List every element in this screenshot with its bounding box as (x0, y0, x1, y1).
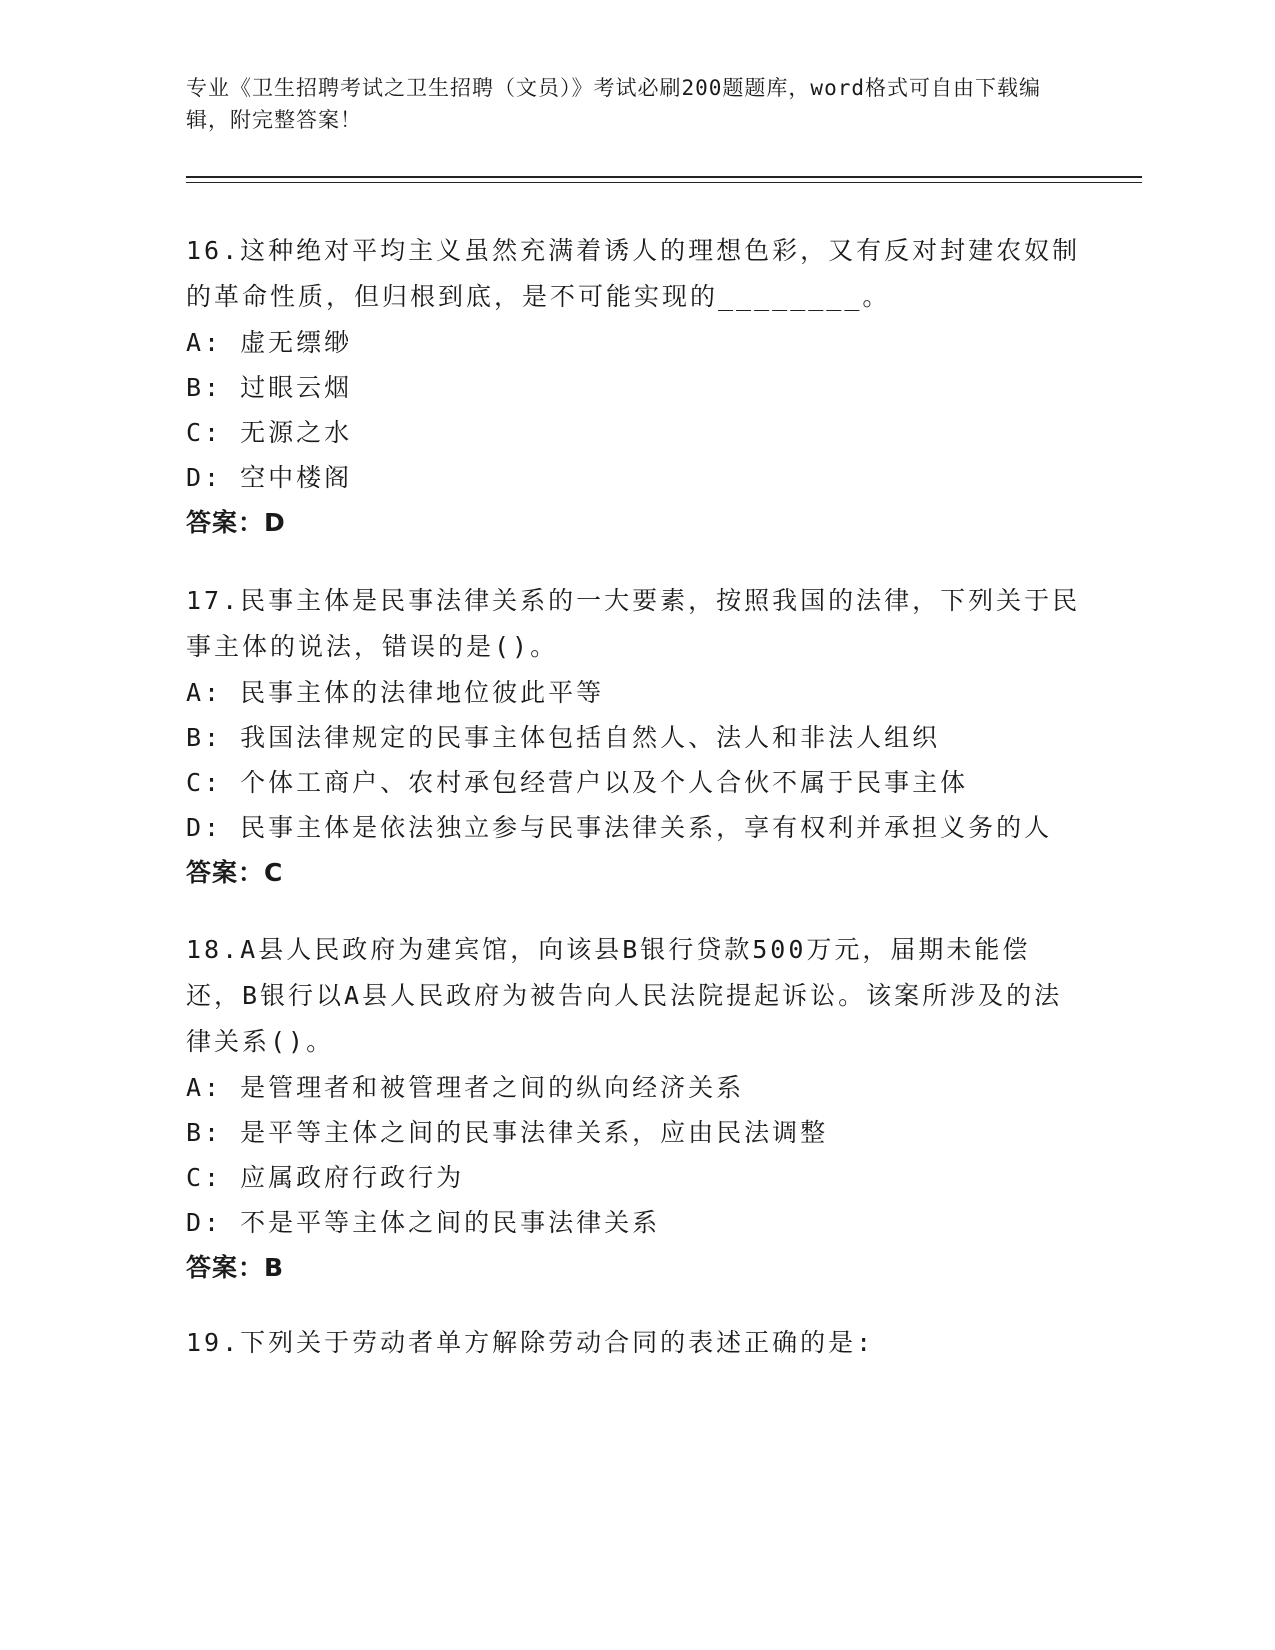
option-c: C: 无源之水 (186, 418, 353, 447)
option-d: D: 民事主体是依法独立参与民事法律关系，享有权利并承担义务的人 (186, 813, 1053, 842)
question-stem: 18.A县人民政府为建宾馆，向该县B银行贷款500万元，届期未能偿还，B银行以A县人民政府为被告向人民法院提起诉讼。该案所涉及的法律关系()。 (186, 935, 1063, 1056)
option-a: A: 虚无缥缈 (186, 328, 353, 357)
option-d: D: 空中楼阁 (186, 463, 353, 492)
answer: 答案：B (186, 1253, 285, 1282)
header-rule-thick (186, 176, 1142, 178)
header-rule-thin (186, 182, 1142, 183)
question-stem: 16.这种绝对平均主义虽然充满着诱人的理想色彩，又有反对封建农奴制的革命性质，但归根到底，是不可能实现的________。 (186, 236, 1081, 311)
option-c: C: 应属政府行政行为 (186, 1163, 465, 1192)
document-header: 专业《卫生招聘考试之卫生招聘（文员）》考试必刷200题题库，word格式可自由下载编辑，附完整答案！ (186, 76, 1041, 132)
answer: 答案：C (186, 858, 284, 887)
option-b: B: 是平等主体之间的民事法律关系，应由民法调整 (186, 1118, 829, 1147)
question-stem: 19.下列关于劳动者单方解除劳动合同的表述正确的是: (186, 1328, 875, 1357)
option-b: B: 我国法律规定的民事主体包括自然人、法人和非法人组织 (186, 723, 941, 752)
option-c: C: 个体工商户、农村承包经营户以及个人合伙不属于民事主体 (186, 768, 969, 797)
option-d: D: 不是平等主体之间的民事法律关系 (186, 1208, 661, 1237)
option-b: B: 过眼云烟 (186, 373, 353, 402)
answer: 答案：D (186, 508, 286, 537)
option-a: A: 是管理者和被管理者之间的纵向经济关系 (186, 1073, 745, 1102)
question-19 (186, 1320, 1086, 1366)
question-16 (186, 228, 1086, 545)
question-18 (186, 927, 1086, 1290)
option-a: A: 民事主体的法律地位彼此平等 (186, 678, 605, 707)
question-stem: 17.民事主体是民事法律关系的一大要素，按照我国的法律，下列关于民事主体的说法，错误的是()。 (186, 586, 1081, 661)
question-17 (186, 578, 1086, 895)
